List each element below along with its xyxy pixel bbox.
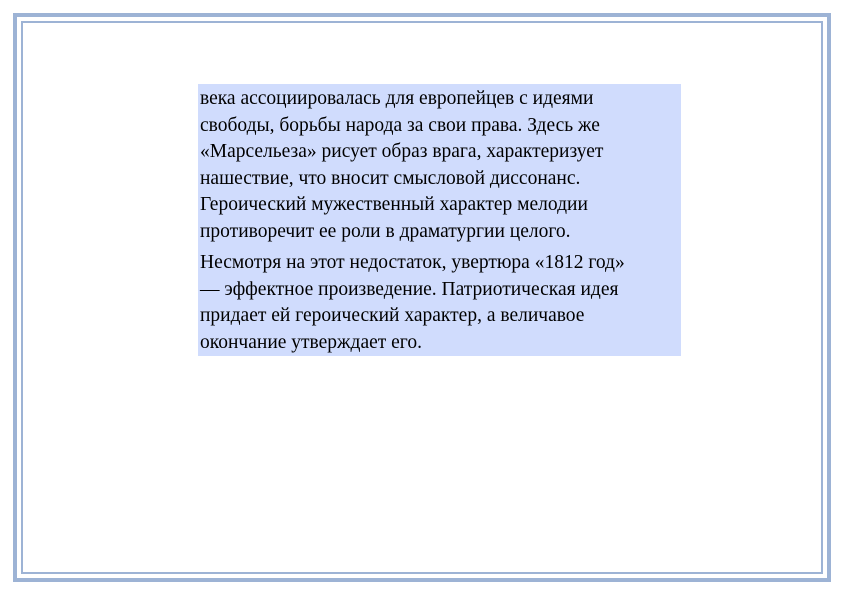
- paragraph-2: Несмотря на этот недостаток, увертюра «1812 год» — эффектное произведение. Патриотическая идея придает ей героический характер, а величавое окончание утверждает его.: [200, 252, 625, 353]
- text-block: [198, 84, 681, 356]
- paragraph-1: века ассоциировалась для европейцев с идеями свободы, борьбы народа за свои права. Здесь же «Марсельеза» рисует образ врага, характеризует нашествие, что вносит смысловой диссонанс. Героический мужественный характер мелодии противоречит ее роли в драматургии целого.: [200, 88, 604, 242]
